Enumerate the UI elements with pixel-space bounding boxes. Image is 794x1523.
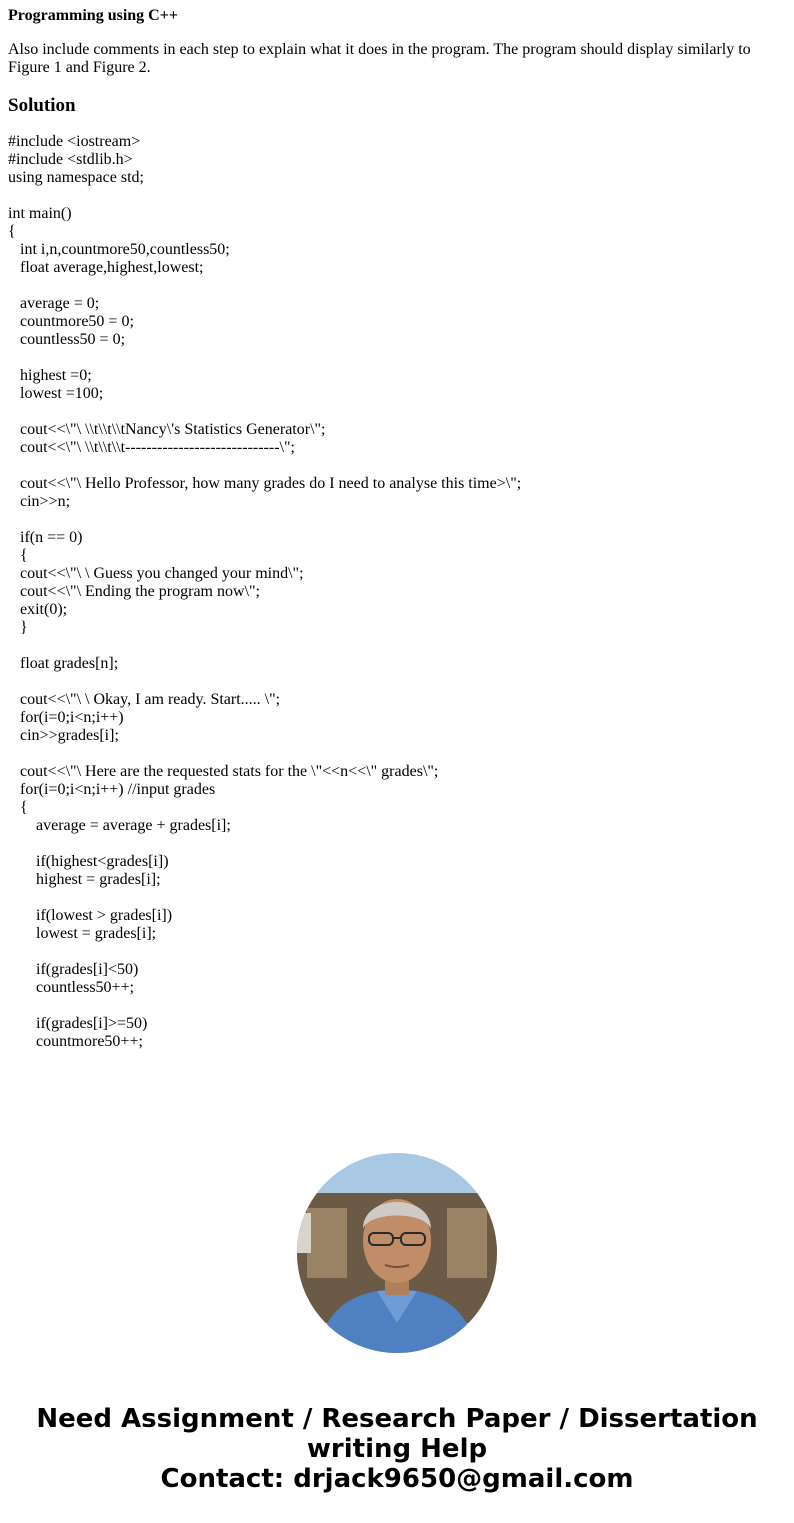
code-line <box>8 457 786 475</box>
code-line: if(grades[i]<50) <box>8 961 139 978</box>
code-line <box>8 187 786 205</box>
code-line: int i,n,countmore50,countless50; <box>8 241 230 258</box>
code-line: float grades[n]; <box>8 655 119 672</box>
code-line <box>8 997 786 1015</box>
document-content <box>8 0 786 1051</box>
code-line: cout<<\"\ Hello Professor, how many grades do I need to analyse this time>\"; <box>8 475 522 492</box>
code-line: using namespace std; <box>8 169 144 186</box>
code-line: cout<<\"\ \\t\\t\\t-----------------------------\"; <box>8 439 295 456</box>
code-line: if(lowest > grades[i]) <box>8 907 173 924</box>
code-line: lowest =100; <box>8 385 104 402</box>
solution-heading: Solution <box>8 95 76 116</box>
code-line: countmore50 = 0; <box>8 313 134 330</box>
code-line <box>8 637 786 655</box>
code-line: } <box>8 619 28 636</box>
code-line: cout<<\"\ \ Okay, I am ready. Start..... \"; <box>8 691 281 708</box>
code-line <box>8 673 786 691</box>
code-line: { <box>8 799 28 816</box>
code-line: cin>>n; <box>8 493 71 510</box>
question-title: Programming using C++ <box>8 7 178 24</box>
code-line: countless50 = 0; <box>8 331 126 348</box>
code-block <box>8 133 786 1051</box>
code-line: if(highest<grades[i]) <box>8 853 169 870</box>
code-line: { <box>8 547 28 564</box>
code-line <box>8 511 786 529</box>
promo-contact: Contact: drjack9650@gmail.com <box>160 1464 634 1494</box>
question-text: Also include comments in each step to explain what it does in the program. The program should display similarly to Figure 1 and Figure 2. <box>8 41 751 76</box>
code-line: cout<<\"\ Ending the program now\"; <box>8 583 260 600</box>
code-line: lowest = grades[i]; <box>8 925 157 942</box>
code-line: cout<<\"\ Here are the requested stats for the \"<<n<<\" grades\"; <box>8 763 439 780</box>
code-line: highest = grades[i]; <box>8 871 161 888</box>
code-line: float average,highest,lowest; <box>8 259 204 276</box>
code-line: highest =0; <box>8 367 92 384</box>
code-line: #include <iostream> <box>8 133 141 150</box>
code-line <box>8 349 786 367</box>
code-line: exit(0); <box>8 601 68 618</box>
code-line: cout<<\"\ \ Guess you changed your mind\"; <box>8 565 304 582</box>
code-line: for(i=0;i<n;i++) <box>8 709 124 726</box>
code-line <box>8 745 786 763</box>
code-line: for(i=0;i<n;i++) //input grades <box>8 781 216 798</box>
code-line: int main() <box>8 205 72 222</box>
code-line <box>8 277 786 295</box>
promo-line-2: writing Help <box>306 1434 488 1464</box>
code-line <box>8 889 786 907</box>
promo-banner <box>0 1404 794 1494</box>
code-line <box>8 835 786 853</box>
code-line: cin>>grades[i]; <box>8 727 119 744</box>
code-line: { <box>8 223 16 240</box>
author-avatar <box>297 1153 497 1353</box>
code-line: average = average + grades[i]; <box>8 817 231 834</box>
promo-line-1: Need Assignment / Research Paper / Dissertation <box>36 1404 758 1434</box>
code-line: #include <stdlib.h> <box>8 151 133 168</box>
code-line: average = 0; <box>8 295 100 312</box>
code-line: if(grades[i]>=50) <box>8 1015 148 1032</box>
code-line: countless50++; <box>8 979 135 996</box>
code-line: if(n == 0) <box>8 529 83 546</box>
code-line: cout<<\"\ \\t\\t\\tNancy\'s Statistics Generator\"; <box>8 421 326 438</box>
code-line <box>8 943 786 961</box>
code-line <box>8 403 786 421</box>
code-line: countmore50++; <box>8 1033 143 1050</box>
